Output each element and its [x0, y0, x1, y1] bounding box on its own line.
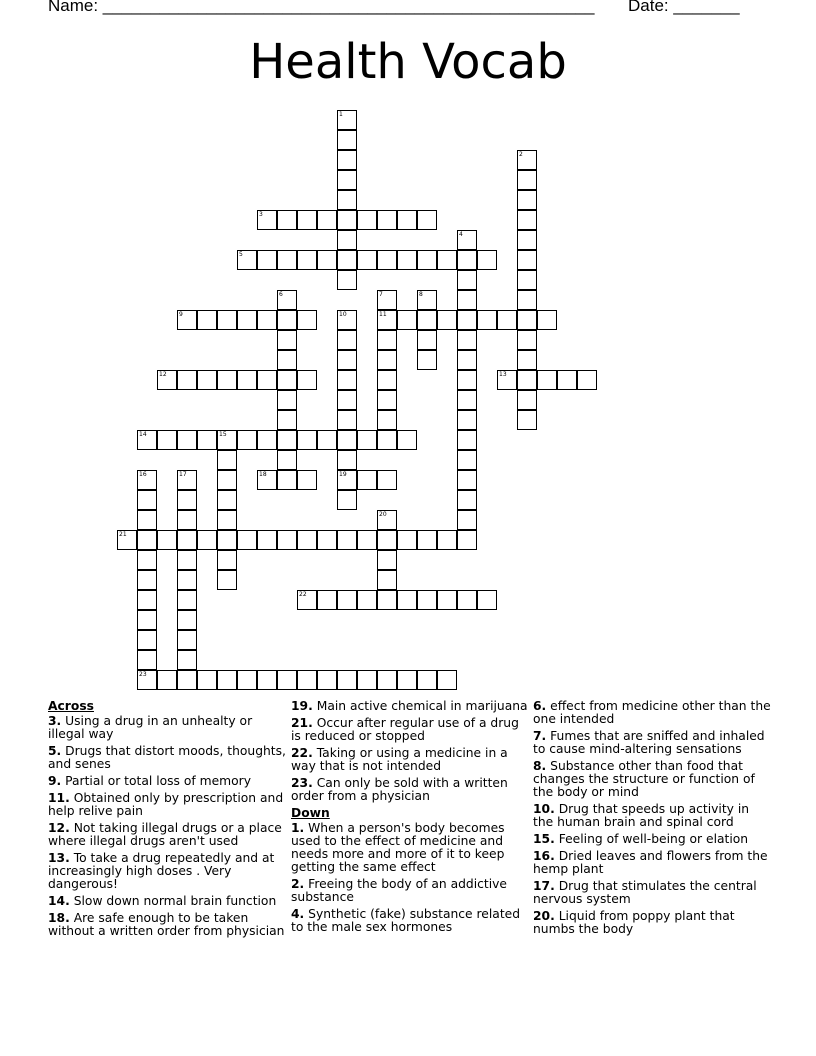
clue-item: 19. Main active chemical in marijuana [291, 699, 528, 713]
grid-cell [177, 510, 197, 530]
grid-cell [137, 610, 157, 630]
clue-item: 2. Freeing the body of an addictive substance [291, 877, 507, 904]
grid-cell [137, 510, 157, 530]
grid-cell [457, 470, 477, 490]
clue-number: 19 [339, 471, 347, 478]
grid-cell [217, 370, 237, 390]
clue-number: 6 [279, 291, 283, 298]
grid-cell [457, 290, 477, 310]
grid-cell [457, 230, 477, 250]
grid-cell [357, 430, 377, 450]
clues-column-1 [48, 700, 288, 942]
grid-cell [257, 210, 277, 230]
across-heading: Across [48, 699, 94, 713]
clue-item: 1. When a person's body becomes used to the effect of medicine and needs more and more of it to keep getting the same effect [291, 821, 505, 874]
grid-cell [397, 530, 417, 550]
grid-cell [377, 550, 397, 570]
grid-cell [197, 310, 217, 330]
grid-cell [297, 210, 317, 230]
grid-cell [337, 330, 357, 350]
clue-number: 17 [179, 471, 187, 478]
grid-cell [337, 190, 357, 210]
grid-cell [337, 250, 357, 270]
grid-cell [397, 670, 417, 690]
grid-cell [517, 410, 537, 430]
clues-column-3 [533, 700, 773, 940]
grid-cell [337, 130, 357, 150]
clue-item: 4. Synthetic (fake) substance related to the male sex hormones [291, 907, 521, 934]
clue-number: 18 [259, 471, 267, 478]
clue-item: 5. Drugs that distort moods, thoughts, and senes [48, 744, 286, 771]
grid-cell [517, 150, 537, 170]
grid-cell [337, 590, 357, 610]
clue-item: 9. Partial or total loss of memory [48, 774, 252, 788]
grid-cell [277, 670, 297, 690]
grid-cell [217, 550, 237, 570]
grid-cell [517, 190, 537, 210]
grid-cell [357, 590, 377, 610]
grid-cell [537, 370, 557, 390]
grid-cell [377, 290, 397, 310]
grid-cell [157, 430, 177, 450]
clue-item: 23. Can only be sold with a written order from a physician [291, 776, 508, 803]
grid-cell [297, 530, 317, 550]
grid-cell [337, 350, 357, 370]
grid-cell [177, 590, 197, 610]
clue-number: 5 [239, 251, 243, 258]
grid-cell [357, 530, 377, 550]
grid-cell [157, 370, 177, 390]
down-heading: Down [291, 806, 330, 820]
grid-cell [517, 210, 537, 230]
grid-cell [257, 670, 277, 690]
grid-cell [377, 390, 397, 410]
grid-cell [277, 390, 297, 410]
grid-cell [137, 570, 157, 590]
grid-cell [277, 370, 297, 390]
grid-cell [217, 490, 237, 510]
grid-cell [197, 670, 217, 690]
grid-cell [297, 470, 317, 490]
clue-item: 13. To take a drug repeatedly and at increasingly high doses . Very dangerous! [48, 851, 275, 891]
clue-number: 1 [339, 111, 343, 118]
grid-cell [337, 390, 357, 410]
clue-number: 3 [259, 211, 263, 218]
clue-number: 2 [519, 151, 523, 158]
clue-item: 10. Drug that speeds up activity in the human brain and spinal cord [533, 802, 750, 829]
grid-cell [337, 270, 357, 290]
grid-cell [257, 430, 277, 450]
grid-cell [517, 170, 537, 190]
grid-cell [457, 350, 477, 370]
grid-cell [397, 250, 417, 270]
grid-cell [177, 370, 197, 390]
grid-cell [377, 590, 397, 610]
grid-cell [137, 430, 157, 450]
grid-cell [297, 250, 317, 270]
grid-cell [137, 670, 157, 690]
grid-cell [517, 290, 537, 310]
grid-cell [317, 670, 337, 690]
grid-cell [217, 430, 237, 450]
clue-number: 11 [379, 311, 387, 318]
grid-cell [517, 230, 537, 250]
clue-item: 6. effect from medicine other than the one intended [533, 699, 771, 726]
grid-cell [437, 530, 457, 550]
grid-cell [317, 590, 337, 610]
clue-number: 8 [419, 291, 423, 298]
grid-cell [377, 210, 397, 230]
grid-cell [377, 410, 397, 430]
grid-cell [217, 470, 237, 490]
grid-cell [337, 490, 357, 510]
grid-cell [237, 250, 257, 270]
grid-cell [457, 270, 477, 290]
grid-cell [177, 570, 197, 590]
grid-cell [417, 590, 437, 610]
grid-cell [457, 590, 477, 610]
clue-item: 16. Dried leaves and flowers from the hemp plant [533, 849, 768, 876]
clue-item: 21. Occur after regular use of a drug is reduced or stopped [291, 716, 519, 743]
grid-cell [457, 410, 477, 430]
grid-cell [397, 430, 417, 450]
grid-cell [457, 450, 477, 470]
grid-cell [117, 530, 137, 550]
grid-cell [357, 250, 377, 270]
grid-cell [177, 310, 197, 330]
grid-cell [337, 430, 357, 450]
grid-cell [337, 450, 357, 470]
grid-cell [137, 630, 157, 650]
grid-cell [277, 330, 297, 350]
grid-cell [437, 310, 457, 330]
grid-cell [357, 210, 377, 230]
grid-cell [137, 650, 157, 670]
grid-cell [217, 570, 237, 590]
clue-item: 3. Using a drug in an unhealty or illegal way [48, 714, 253, 741]
grid-cell [337, 670, 357, 690]
grid-cell [217, 670, 237, 690]
grid-cell [457, 430, 477, 450]
grid-cell [397, 210, 417, 230]
clue-item: 22. Taking or using a medicine in a way that is not intended [291, 746, 508, 773]
grid-cell [377, 570, 397, 590]
clue-number: 14 [139, 431, 147, 438]
grid-cell [217, 530, 237, 550]
grid-cell [377, 470, 397, 490]
date-field-line: Date: _______ [628, 0, 740, 15]
grid-cell [457, 390, 477, 410]
grid-cell [297, 310, 317, 330]
clue-item: 7. Fumes that are sniffed and inhaled to cause mind-altering sensations [533, 729, 765, 756]
clue-item: 12. Not taking illegal drugs or a place where illegal drugs aren't used [48, 821, 282, 848]
grid-cell [257, 470, 277, 490]
grid-cell [297, 430, 317, 450]
clue-number: 22 [299, 591, 307, 598]
grid-cell [337, 410, 357, 430]
grid-cell [197, 530, 217, 550]
grid-cell [577, 370, 597, 390]
grid-cell [217, 450, 237, 470]
grid-cell [277, 210, 297, 230]
grid-cell [437, 590, 457, 610]
grid-cell [297, 670, 317, 690]
grid-cell [517, 370, 537, 390]
grid-cell [337, 470, 357, 490]
grid-cell [277, 470, 297, 490]
grid-cell [177, 430, 197, 450]
grid-cell [177, 650, 197, 670]
grid-cell [457, 510, 477, 530]
grid-cell [417, 250, 437, 270]
clue-item: 14. Slow down normal brain function [48, 894, 277, 908]
grid-cell [317, 430, 337, 450]
clue-number: 16 [139, 471, 147, 478]
grid-cell [197, 430, 217, 450]
grid-cell [217, 510, 237, 530]
grid-cell [137, 550, 157, 570]
grid-cell [337, 170, 357, 190]
grid-cell [317, 250, 337, 270]
grid-cell [277, 290, 297, 310]
grid-cell [177, 630, 197, 650]
clue-item: 15. Feeling of well-being or elation [533, 832, 749, 846]
grid-cell [377, 330, 397, 350]
clue-item: 8. Substance other than food that changes the structure or function of the body or mind [533, 759, 755, 799]
grid-cell [257, 250, 277, 270]
clue-number: 23 [139, 671, 147, 678]
clue-item: 17. Drug that stimulates the central nervous system [533, 879, 757, 906]
grid-cell [217, 310, 237, 330]
grid-cell [177, 610, 197, 630]
grid-cell [257, 530, 277, 550]
clue-number: 10 [339, 311, 347, 318]
grid-cell [377, 530, 397, 550]
grid-cell [277, 250, 297, 270]
grid-cell [137, 530, 157, 550]
grid-cell [477, 250, 497, 270]
grid-cell [297, 370, 317, 390]
clue-item: 11. Obtained only by prescription and help relive pain [48, 791, 284, 818]
clue-number: 9 [179, 311, 183, 318]
grid-cell [497, 310, 517, 330]
grid-cell [457, 530, 477, 550]
grid-cell [337, 530, 357, 550]
page-title: Health Vocab [249, 34, 567, 90]
grid-cell [457, 330, 477, 350]
grid-cell [137, 470, 157, 490]
grid-cell [537, 310, 557, 330]
grid-cell [317, 530, 337, 550]
grid-cell [517, 250, 537, 270]
grid-cell [417, 290, 437, 310]
grid-cell [497, 370, 517, 390]
grid-cell [337, 310, 357, 330]
grid-cell [297, 590, 317, 610]
grid-cell [457, 370, 477, 390]
grid-cell [257, 310, 277, 330]
grid-cell [177, 670, 197, 690]
grid-cell [137, 490, 157, 510]
grid-cell [417, 350, 437, 370]
grid-cell [357, 670, 377, 690]
grid-cell [337, 230, 357, 250]
grid-cell [437, 670, 457, 690]
clue-number: 21 [119, 531, 127, 538]
clue-number: 12 [159, 371, 167, 378]
grid-cell [237, 370, 257, 390]
grid-cell [257, 370, 277, 390]
grid-cell [337, 370, 357, 390]
clue-item: 20. Liquid from poppy plant that numbs the body [533, 909, 735, 936]
grid-cell [177, 530, 197, 550]
grid-cell [377, 310, 397, 330]
grid-cell [197, 370, 217, 390]
grid-cell [177, 550, 197, 570]
grid-cell [337, 150, 357, 170]
clue-number: 4 [459, 231, 463, 238]
grid-cell [517, 330, 537, 350]
grid-cell [417, 670, 437, 690]
grid-cell [457, 250, 477, 270]
grid-cell [237, 310, 257, 330]
grid-cell [417, 530, 437, 550]
grid-cell [557, 370, 577, 390]
clue-number: 7 [379, 291, 383, 298]
grid-cell [137, 590, 157, 610]
grid-cell [337, 110, 357, 130]
grid-cell [417, 210, 437, 230]
clue-number: 15 [219, 431, 227, 438]
grid-cell [277, 450, 297, 470]
grid-cell [457, 490, 477, 510]
grid-cell [517, 310, 537, 330]
clue-number: 13 [499, 371, 507, 378]
grid-cell [377, 370, 397, 390]
grid-cell [357, 470, 377, 490]
grid-cell [377, 350, 397, 370]
grid-cell [437, 250, 457, 270]
grid-cell [417, 330, 437, 350]
clue-item: 18. Are safe enough to be taken without a written order from physician [48, 911, 285, 938]
grid-cell [477, 310, 497, 330]
grid-cell [337, 210, 357, 230]
grid-cell [377, 670, 397, 690]
grid-cell [237, 530, 257, 550]
grid-cell [177, 490, 197, 510]
clues-column-2 [291, 700, 531, 938]
grid-cell [277, 430, 297, 450]
grid-cell [277, 350, 297, 370]
grid-cell [397, 590, 417, 610]
clue-number: 20 [379, 511, 387, 518]
name-field-line: Name: ____________________________________________________ [48, 0, 595, 15]
grid-cell [237, 430, 257, 450]
grid-cell [377, 430, 397, 450]
grid-cell [237, 670, 257, 690]
grid-cell [317, 210, 337, 230]
grid-cell [457, 310, 477, 330]
grid-cell [477, 590, 497, 610]
grid-cell [157, 670, 177, 690]
grid-cell [517, 270, 537, 290]
grid-cell [177, 470, 197, 490]
grid-cell [397, 310, 417, 330]
grid-cell [417, 310, 437, 330]
grid-cell [277, 410, 297, 430]
grid-cell [277, 310, 297, 330]
grid-cell [517, 350, 537, 370]
grid-cell [377, 510, 397, 530]
grid-cell [277, 530, 297, 550]
grid-cell [377, 250, 397, 270]
grid-cell [157, 530, 177, 550]
grid-cell [517, 390, 537, 410]
